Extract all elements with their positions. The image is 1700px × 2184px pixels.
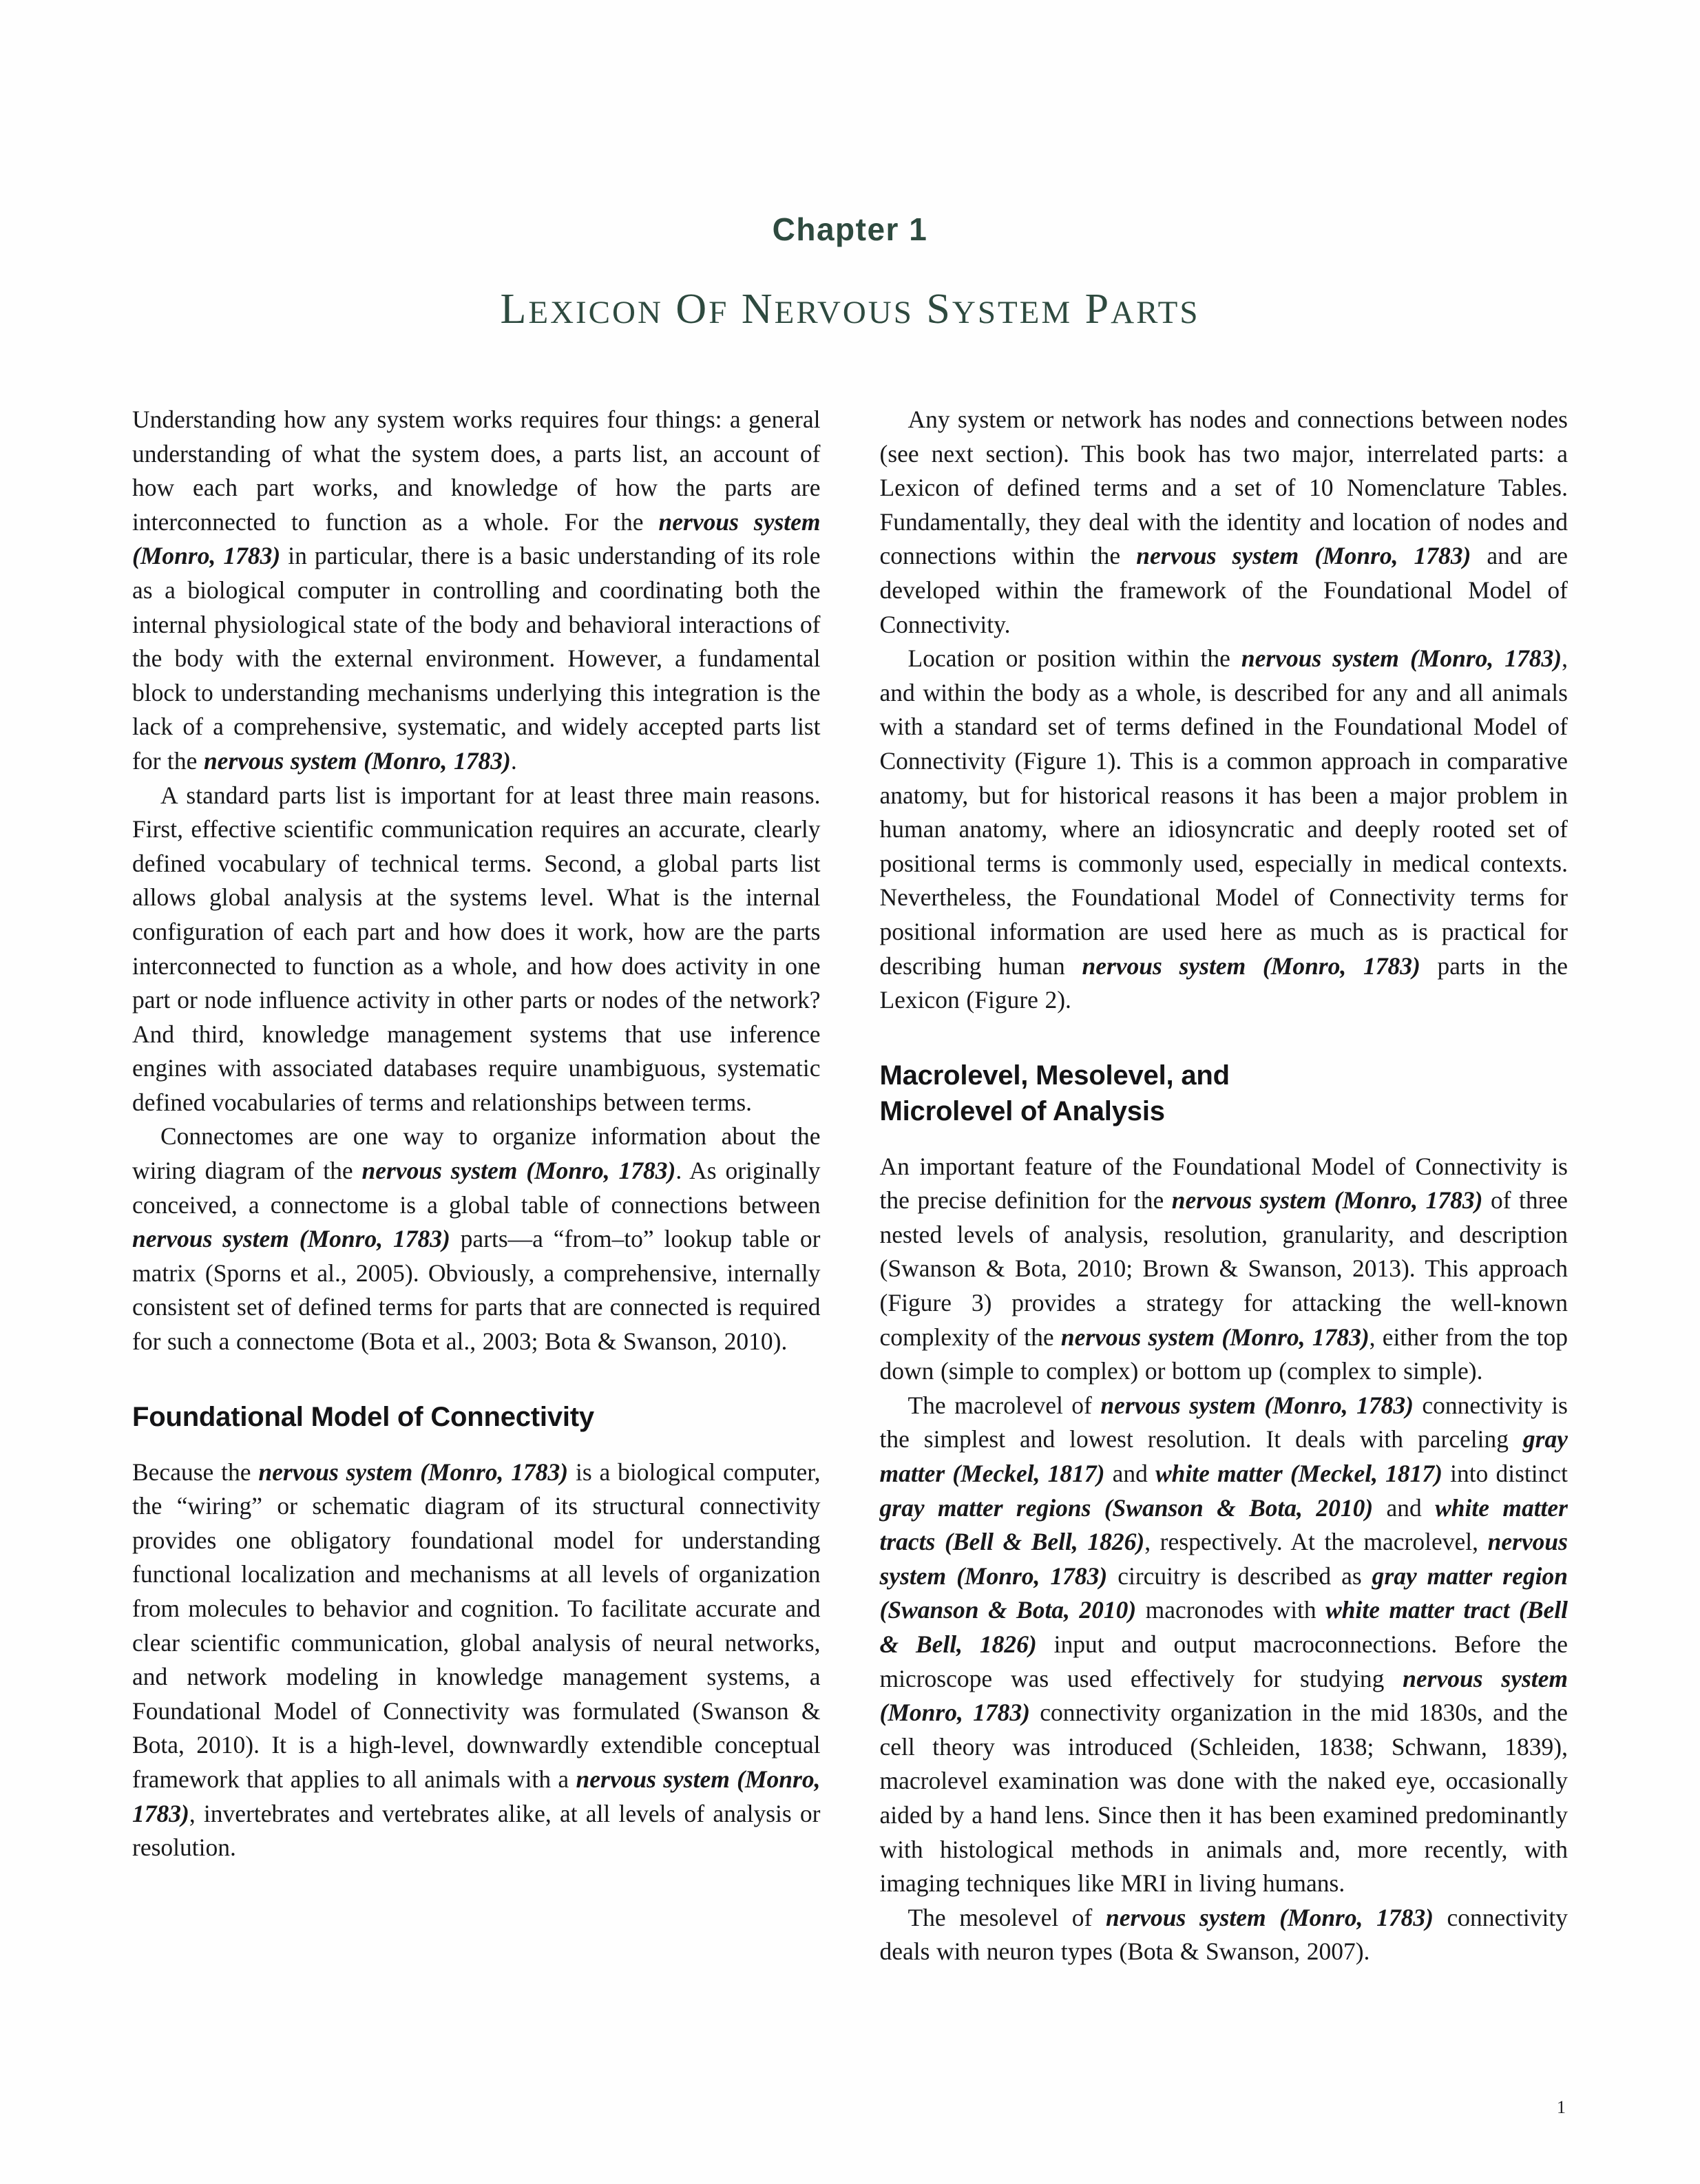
left-column [132, 403, 821, 1969]
text-run: parts—a “from–to” lookup table or matrix (Sporns et al., 2005). Obviously, a comprehensive, internally consistent set of defined terms for parts that are connected is required for such a connectome (Bota et al., 2003; Bota & Swanson, 2010). [132, 1225, 821, 1356]
text-run: . [510, 746, 517, 775]
title-word-parts-rest: ARTS [1111, 295, 1200, 330]
chapter-header [0, 211, 1700, 333]
text-run: Location or position within the [907, 644, 1241, 673]
title-word-parts-cap: P [1084, 286, 1111, 333]
defined-term: nervous system (Monro, 1783) [1105, 1903, 1434, 1931]
text-run: of three nested levels of analysis, resolution, granularity, and description (Swanson & Bota, 2010; Brown & Swanson, 2013). This approach (Figure 3) provides a strategy for attacking the well-known complexity of the [879, 1186, 1568, 1351]
defined-term: gray matter (Meckel, 1817) [879, 1425, 1568, 1488]
defined-term: nervous system (Monro, 1783) [879, 1664, 1568, 1727]
defined-term: nervous system (Monro, 1783) [132, 1225, 450, 1253]
heading-line: Macrolevel, Mesolevel, and [879, 1060, 1230, 1091]
title-word-of-rest: F [709, 295, 729, 330]
defined-term: nervous system (Monro, 1783) [1136, 542, 1471, 570]
text-run: and [1373, 1493, 1436, 1522]
page-number: 1 [1557, 2097, 1566, 2117]
text-run: The mesolevel of [907, 1903, 1106, 1931]
title-word-lexicon-cap: L [500, 286, 529, 333]
text-run: , and within the body as a whole, is described for any and all animals with a standard set of terms defined in the Foundational Model of Connectivity (Figure 1). This is a common approach in comparative anatomy, but for historical reasons it has been a major problem in human anatomy, where an idiosyncratic and deeply rooted set of positional terms is commonly used, especially in medical contexts. Nevertheless, the Foundational Model of Connectivity terms for positional information are used here as much as is practical for describing human [879, 644, 1568, 980]
text-run: input and output macroconnections. Before the microscope was used effectively for studying [879, 1630, 1568, 1692]
text-run: . As originally conceived, a connectome is a global table of connections between [132, 1157, 821, 1219]
text-run: macronodes with [1136, 1596, 1326, 1624]
defined-term: nervous system (Monro, 1783) [258, 1458, 569, 1486]
title-word-of-cap: O [675, 286, 709, 333]
title-word-system-cap: S [926, 286, 952, 333]
defined-term: nervous system (Monro, 1783) [132, 507, 821, 570]
paragraph [132, 1456, 821, 1865]
defined-term: nervous system (Monro, 1783) [1100, 1391, 1414, 1419]
defined-term: white matter tracts (Bell & Bell, 1826) [879, 1493, 1568, 1556]
text-run: Because the [132, 1458, 259, 1486]
title-word-lexicon-rest: EXICON [528, 295, 663, 330]
defined-term: nervous system (Monro, 1783) [361, 1157, 676, 1185]
text-run: Understanding how any system works requires four things: a general understanding of what the system does, a parts list, an account of how each part works, and knowledge of how the parts are interconnected to function as a whole. For the [132, 406, 821, 536]
chapter-label: Chapter 1 [772, 211, 928, 247]
text-run: connectivity organization in the mid 1830s, and the cell theory was introduced (Schleiden, 1838; Schwann, 1839), macrolevel examination was done with the naked eye, occasionally aided by a hand lens. Since then it has been examined predominantly with histological methods in animals and, more recently, with imaging techniques like MRI in living humans. [879, 1699, 1568, 1898]
defined-term: nervous system (Monro, 1783) [1082, 952, 1420, 980]
paragraph [132, 1120, 821, 1358]
text-run: and are developed within the framework of the Foundational Model of Connectivity. [879, 542, 1568, 638]
text-run: , respectively. At the macrolevel, [1144, 1528, 1488, 1556]
defined-term: white matter tract (Bell & Bell, 1826) [879, 1596, 1568, 1658]
defined-term: nervous system (Monro, 1783) [1241, 644, 1562, 673]
text-run: The macrolevel of [907, 1391, 1101, 1419]
text-run: circuitry is described as [1107, 1562, 1372, 1590]
text-run: Connectomes are one way to organize information about the wiring diagram of the [132, 1122, 821, 1185]
paragraph [132, 403, 821, 779]
defined-term: gray matter region (Swanson & Bota, 2010) [879, 1562, 1568, 1624]
defined-term: nervous system (Monro, 1783) [1171, 1186, 1483, 1215]
paragraph [880, 403, 1568, 642]
section-heading-levels-of-analysis [880, 1058, 1568, 1129]
text-run: A standard parts list is important for at least three main reasons. First, effective scientific communication requires an accurate, clearly defined vocabulary of technical terms. Second, a global parts list allows global analysis at the systems level. What is the internal configuration of each part and how does it work, how are the parts interconnected to function as a whole, and how does activity in one part or node influence activity in other parts or nodes of the network? And third, knowledge management systems that use inference engines with associated databases require unambiguous, systematic defined vocabularies of terms and relationships between terms. [132, 781, 821, 1116]
paragraph [880, 1389, 1568, 1901]
text-run: connectivity is the simplest and lowest resolution. It deals with parceling [879, 1391, 1568, 1453]
paragraph [880, 1150, 1568, 1389]
text-run: Any system or network has nodes and connections between nodes (see next section). This book has two major, interrelated parts: a Lexicon of defined terms and a set of 10 Nomenclature Tables. Fundamentally, they deal with the identity and location of nodes and connections within the [879, 406, 1568, 570]
title-word-nervous-rest: ERVOUS [774, 295, 914, 330]
text-run: , either from the top down (simple to complex) or bottom up (complex to simple). [879, 1323, 1568, 1385]
text-run: is a biological computer, the “wiring” or schematic diagram of its structural connectivity provides one obligatory foundational model for understanding functional localization and mechanisms at all levels of organization from molecules to behavior and cognition. To facilitate accurate and clear scientific communication, global analysis of neural networks, and network modeling in knowledge management systems, a Foundational Model of Connectivity was formulated (Swanson & Bota, 2010). It is a high-level, downwardly extendible conceptual framework that applies to all animals with a [132, 1458, 821, 1793]
text-run: An important feature of the Foundational Model of Connectivity is the precise definition for the [879, 1152, 1568, 1215]
text-run: in particular, there is a basic understanding of its role as a biological computer in controlling and coordinating both the internal physiological state of the body and behavioral interactions of the body with the external environment. However, a fundamental block to understanding mechanisms underlying this integration is the lack of a comprehensive, systematic, and widely accepted parts list for the [132, 542, 821, 775]
right-column [880, 403, 1568, 1969]
text-run: and [1104, 1460, 1155, 1488]
defined-term: nervous system (Monro, 1783) [879, 1528, 1568, 1590]
text-run: parts in the Lexicon (Figure 2). [879, 952, 1568, 1014]
defined-term: nervous system (Monro, 1783) [1060, 1323, 1370, 1351]
paragraph [132, 779, 821, 1120]
defined-term: nervous system (Monro, 1783) [203, 746, 511, 775]
text-run: , invertebrates and vertebrates alike, at all levels of analysis or resolution. [132, 1799, 821, 1862]
title-word-system-rest: YSTEM [952, 295, 1073, 330]
defined-term: gray matter regions (Swanson & Bota, 2010) [879, 1493, 1374, 1522]
text-run: connectivity deals with neuron types (Bota & Swanson, 2007). [879, 1903, 1568, 1966]
page-title [0, 286, 1700, 333]
defined-term: nervous system (Monro, 1783) [132, 1765, 821, 1827]
title-word-nervous-cap: N [741, 286, 775, 333]
heading-line: Microlevel of Analysis [879, 1095, 1165, 1126]
text-run: into distinct [1442, 1460, 1568, 1488]
defined-term: white matter (Meckel, 1817) [1155, 1460, 1442, 1488]
section-heading-foundational-model: Foundational Model of Connectivity [132, 1401, 594, 1432]
body-columns [132, 403, 1568, 1969]
paragraph [880, 642, 1568, 1018]
paragraph [880, 1901, 1568, 1969]
